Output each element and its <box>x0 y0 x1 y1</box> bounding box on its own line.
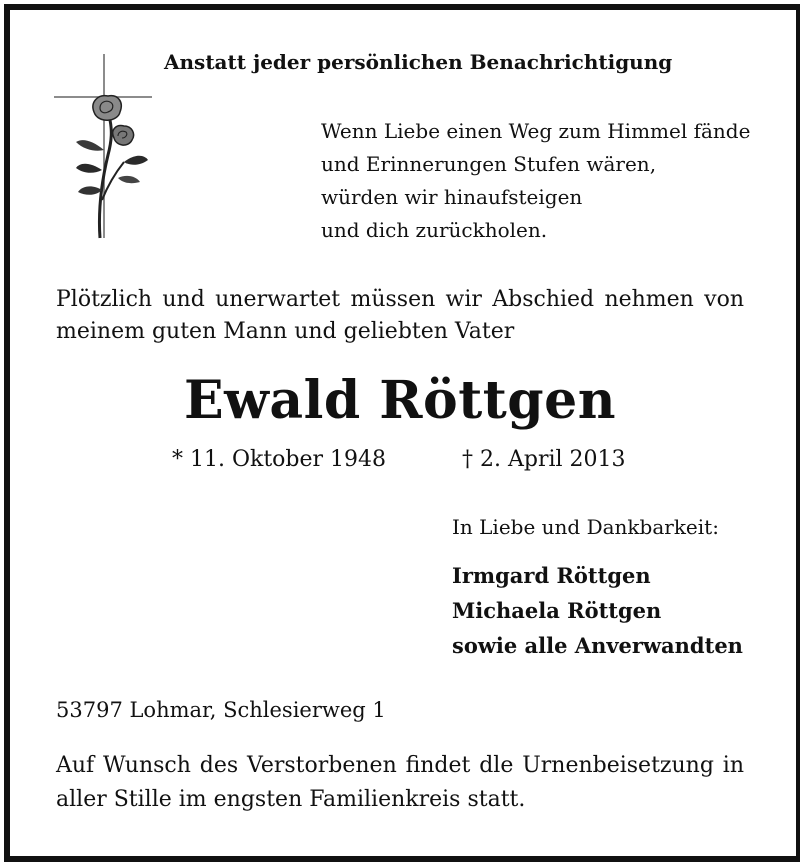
poem <box>321 115 750 247</box>
poem-line: und Erinnerungen Stufen wären, <box>321 152 657 176</box>
mourner-name: Irmgard Röttgen <box>452 563 651 588</box>
poem-line: würden wir hinaufsteigen <box>321 185 583 209</box>
thanks-line: In Liebe und Dankbarkeit: <box>452 515 719 539</box>
mourner-name: Michaela Röttgen <box>452 598 662 623</box>
burial-note: Auf Wunsch des Verstorbenen findet dle Urnenbeisetzung in aller Stille im engsten Familienkreis statt. <box>56 753 744 812</box>
mourners-list <box>452 558 743 663</box>
cross-with-rose-icon <box>52 50 162 240</box>
address: 53797 Lohmar, Schlesierweg 1 <box>56 698 386 722</box>
notice-header: Anstatt jeder persönlichen Benachrichtigung <box>164 50 673 74</box>
poem-line: Wenn Liebe einen Weg zum Himmel fände <box>321 119 751 143</box>
death-date: † 2. April 2013 <box>462 447 626 472</box>
intro-text: Plötzlich und unerwartet müssen wir Abschied nehmen von meinem guten Mann und geliebten Vater <box>56 287 744 344</box>
deceased-name: Ewald Röttgen <box>184 370 616 431</box>
mourner-name: sowie alle Anverwandten <box>452 633 743 658</box>
poem-line: und dich zurückholen. <box>321 218 548 242</box>
birth-date: * 11. Oktober 1948 <box>172 447 387 472</box>
